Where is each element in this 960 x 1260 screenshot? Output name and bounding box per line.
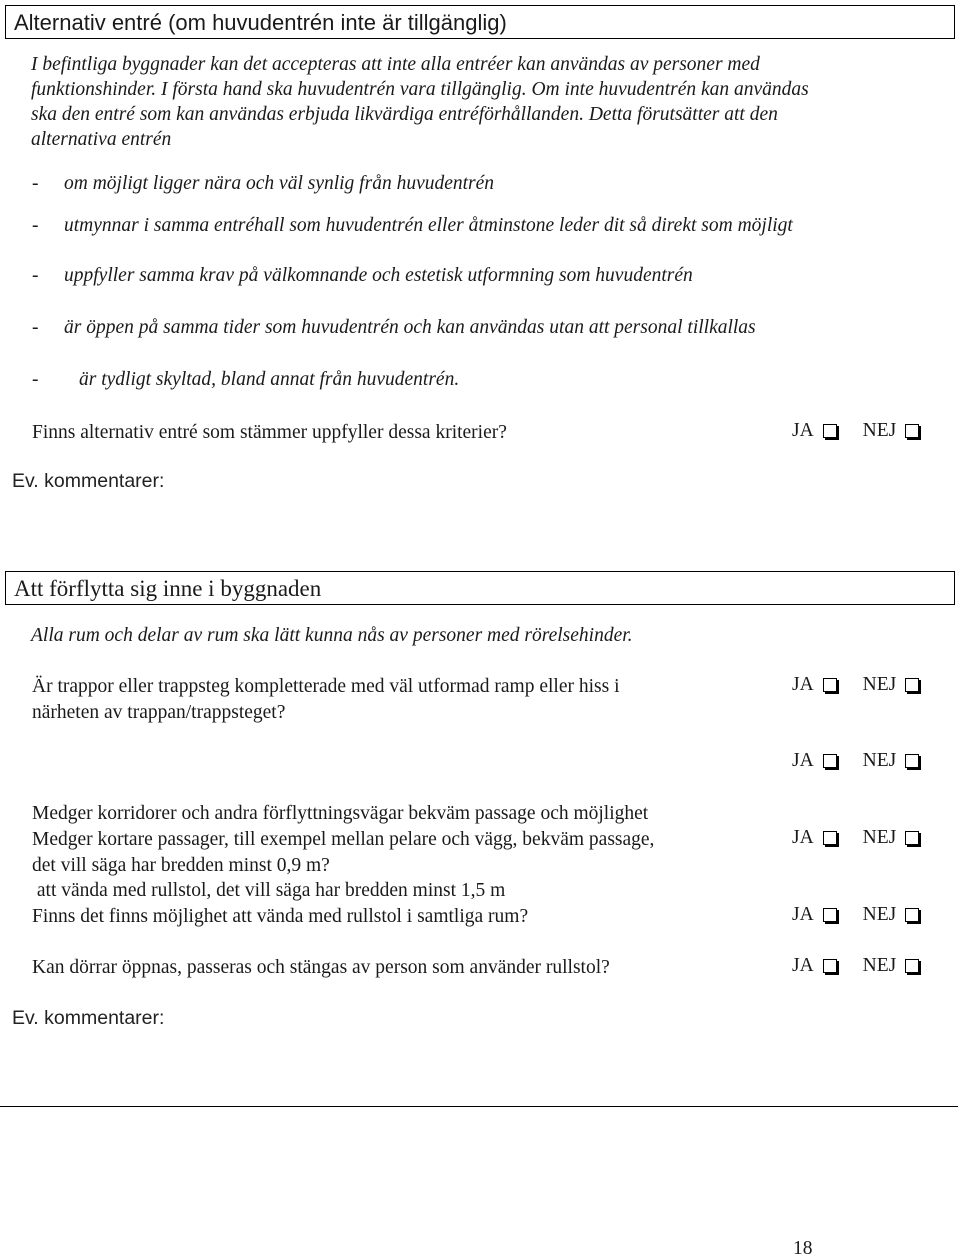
- checkbox-icon[interactable]: [905, 908, 919, 922]
- section-heading-moving-inside: Att förflytta sig inne i byggnaden: [5, 571, 955, 605]
- intro-line: ska den entré som kan användas erbjuda likvärdiga entréförhållanden. Detta förutsätter att den: [31, 104, 778, 125]
- question-line: Är trappor eller trappsteg kompletterade med väl utformad ramp eller hiss i: [32, 676, 620, 697]
- criterion-text: är öppen på samma tider som huvudentrén och kan användas utan att personal tillkallas: [64, 317, 756, 338]
- question-line: Medger kortare passager, till exempel mellan pelare och vägg, bekväm passage,: [32, 829, 655, 850]
- answer-group: [792, 420, 919, 442]
- no-option[interactable]: [863, 674, 920, 696]
- criterion-item: [32, 173, 494, 195]
- page-number: 18: [793, 1238, 813, 1259]
- checkbox-icon[interactable]: [823, 678, 837, 692]
- comments-label: Ev. kommentarer:: [12, 1007, 165, 1029]
- divider: [0, 1106, 958, 1107]
- yes-label: JA: [792, 904, 814, 925]
- yes-option[interactable]: [792, 420, 837, 442]
- no-option[interactable]: [863, 904, 920, 926]
- question-alternative-entrance: Finns alternativ entré som stämmer uppfyller dessa kriterier?: [32, 422, 507, 443]
- criterion-item: [32, 265, 693, 287]
- yes-option[interactable]: [792, 955, 837, 977]
- answer-group: [792, 674, 919, 696]
- question-doors: [32, 955, 610, 981]
- no-option[interactable]: [863, 827, 920, 849]
- intro-line: alternativa entrén: [31, 129, 172, 150]
- intro-line: funktionshinder. I första hand ska huvudentrén vara tillgänglig. Om inte huvudentrén kan användas: [31, 79, 809, 100]
- list-dash: -: [32, 215, 39, 236]
- checkbox-icon[interactable]: [905, 959, 919, 973]
- checkbox-icon[interactable]: [823, 424, 837, 438]
- yes-label: JA: [792, 674, 814, 695]
- checkbox-icon[interactable]: [905, 678, 919, 692]
- list-dash: -: [32, 369, 39, 390]
- question-line: Finns det finns möjlighet att vända med rullstol i samtliga rum?: [32, 906, 529, 927]
- comments-label: Ev. kommentarer:: [12, 470, 165, 492]
- yes-label: JA: [792, 827, 814, 848]
- criterion-item: [32, 369, 459, 391]
- question-short-passages: [32, 827, 654, 878]
- no-option[interactable]: [863, 750, 920, 772]
- yes-label: JA: [792, 955, 814, 976]
- list-dash: -: [32, 317, 39, 338]
- criterion-text: är tydligt skyltad, bland annat från huvudentrén.: [79, 369, 460, 390]
- yes-option[interactable]: [792, 827, 837, 849]
- yes-label: JA: [792, 420, 814, 441]
- yes-option[interactable]: [792, 750, 837, 772]
- yes-option[interactable]: [792, 904, 837, 926]
- no-label: NEJ: [862, 420, 897, 441]
- criterion-item: [32, 317, 756, 339]
- no-label: NEJ: [862, 750, 897, 771]
- answer-group: [792, 750, 919, 772]
- criterion-text: uppfyller samma krav på välkomnande och estetisk utformning som huvudentrén: [64, 265, 693, 286]
- criterion-item: [32, 215, 793, 237]
- intro-line: I befintliga byggnader kan det accepteras att inte alla entréer kan användas av personer med: [31, 54, 760, 75]
- section2-intro: Alla rum och delar av rum ska lätt kunna nås av personer med rörelsehinder.: [31, 625, 633, 646]
- question-line: Kan dörrar öppnas, passeras och stängas av person som använder rullstol?: [32, 957, 610, 978]
- question-line: Medger korridorer och andra förflyttningsvägar bekväm passage och möjlighet: [32, 803, 649, 824]
- section-heading-alternative-entrance: Alternativ entré (om huvudentrén inte är tillgänglig): [5, 5, 955, 39]
- list-dash: -: [32, 173, 39, 194]
- list-dash: -: [32, 265, 39, 286]
- question-line: att vända med rullstol, det vill säga har bredden minst 1,5 m: [32, 879, 506, 901]
- checkbox-icon[interactable]: [823, 831, 837, 845]
- no-label: NEJ: [862, 827, 897, 848]
- criterion-text: om möjligt ligger nära och väl synlig från huvudentrén: [64, 173, 495, 194]
- question-stairs: [32, 674, 620, 725]
- no-option[interactable]: [863, 955, 920, 977]
- checkbox-icon[interactable]: [905, 831, 919, 845]
- checkbox-icon[interactable]: [905, 424, 919, 438]
- no-label: NEJ: [862, 955, 897, 976]
- checkbox-icon[interactable]: [823, 959, 837, 973]
- checkbox-icon[interactable]: [905, 754, 919, 768]
- question-line: det vill säga har bredden minst 0,9 m?: [32, 854, 330, 876]
- intro-paragraph: [31, 52, 809, 152]
- checkbox-icon[interactable]: [823, 754, 837, 768]
- answer-group: [792, 955, 919, 977]
- no-option[interactable]: [863, 420, 920, 442]
- yes-option[interactable]: [792, 674, 837, 696]
- question-turn-wheelchair: [32, 904, 528, 930]
- no-label: NEJ: [862, 674, 897, 695]
- answer-group: [792, 904, 919, 926]
- criterion-text: utmynnar i samma entréhall som huvudentrén eller åtminstone leder dit så direkt som möjligt: [64, 215, 793, 236]
- yes-label: JA: [792, 750, 814, 771]
- question-line: närheten av trappan/trappsteget?: [32, 701, 286, 723]
- answer-group: [792, 827, 919, 849]
- checkbox-icon[interactable]: [823, 908, 837, 922]
- no-label: NEJ: [862, 904, 897, 925]
